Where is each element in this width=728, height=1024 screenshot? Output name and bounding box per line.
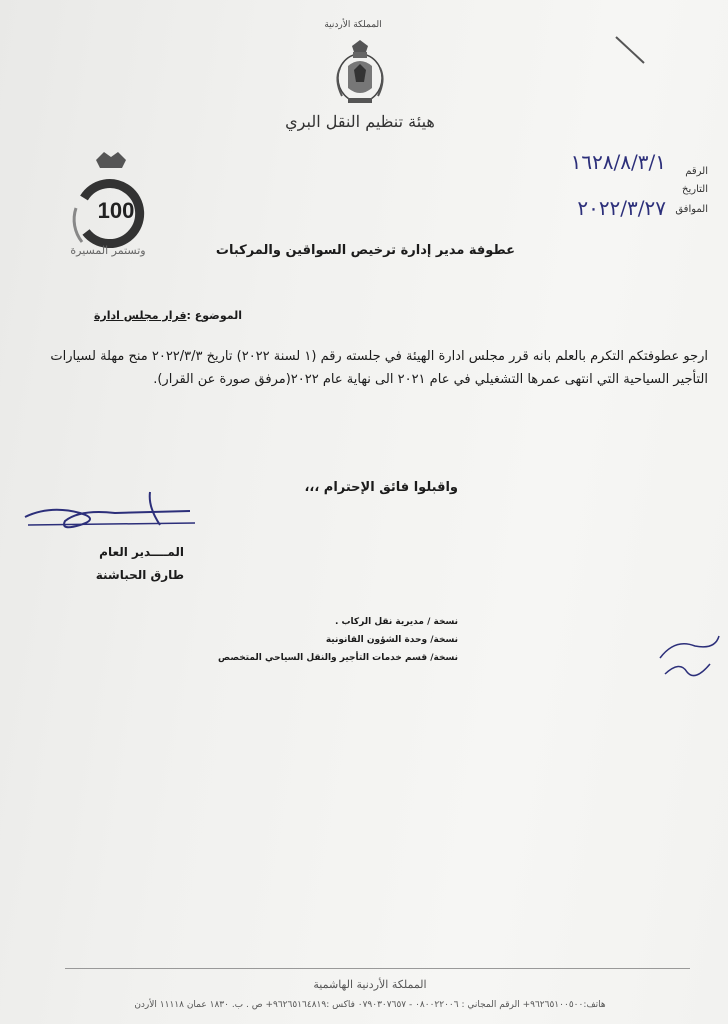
signatory-title: المــــدير العام	[99, 545, 184, 559]
signatory-name: طارق الحباشنة	[95, 568, 184, 582]
reference-number-label: الرقم	[685, 166, 708, 177]
copy-line: نسخة / مديرية نقل الركاب .	[334, 617, 458, 627]
reference-number-value: ١٦٢٨/٨/٣/١	[570, 150, 666, 174]
date-label: التاريخ	[682, 184, 708, 195]
copy-line: نسخة/ وحدة الشؤون القانونية	[325, 635, 458, 645]
header-calligraphy: المملكة الأردنية	[324, 20, 382, 30]
copy-line: نسخة/ قسم خدمات التأجير والنقل السياحي المتخصص	[218, 653, 458, 663]
footer-country: المملكة الأردنية الهاشمية	[313, 978, 427, 991]
footer-contact: هاتف:٩٦٢٦٥١٠٠٥٠٠+ الرقم المجاني : ٠٨٠٠٢٢٠٠٦ - ٠٧٩٠٣٠٧٦٥٧ فاكس :٩٦٢٦٥١٦٤٨١٩+ ص . ب. ١٨٣٠ عمان ١١١١٨ الأردن	[134, 1000, 606, 1010]
centennial-100-logo-icon	[56, 150, 166, 265]
subject-label: الموضوع :	[186, 309, 242, 322]
date-value: ٢٠٢٢/٣/٢٧	[577, 196, 666, 220]
subject-value: قرار مجلس ادارة	[93, 309, 187, 322]
handwritten-initials-icon	[655, 628, 725, 686]
centennial-slogan: وتستمر المسيرة	[70, 244, 146, 257]
footer-divider	[65, 968, 690, 969]
subject-line	[94, 309, 242, 322]
signature-mark-icon	[20, 487, 200, 542]
body-paragraph: ارجو عطوفتكم التكرم بالعلم بانه قرر مجلس ادارة الهيئة في جلسته رقم (١ لسنة ٢٠٢٢) تاريخ ٢٠٢٢/٣/٣ منح مهلة لسيارات التأجير السياحية التي انتهى عمرها التشغيلي في عام ٢٠٢١ الى نهاية عام ٢٠٢٢(مرفق صورة عن القرار).	[50, 349, 708, 387]
copies-list	[218, 613, 458, 667]
authority-name: هيئة تنظيم النقل البري	[285, 112, 435, 131]
closing-line: واقبلوا فائق الإحترام ،،،	[304, 480, 458, 495]
centennial-number: 100	[97, 198, 135, 223]
corresponding-date-label: الموافق	[675, 204, 708, 215]
addressee: عطوفة مدير إدارة ترخيص السواقين والمركبات	[215, 243, 515, 258]
jordan-crest-icon	[330, 38, 390, 108]
pencil-mark-icon	[612, 33, 648, 69]
